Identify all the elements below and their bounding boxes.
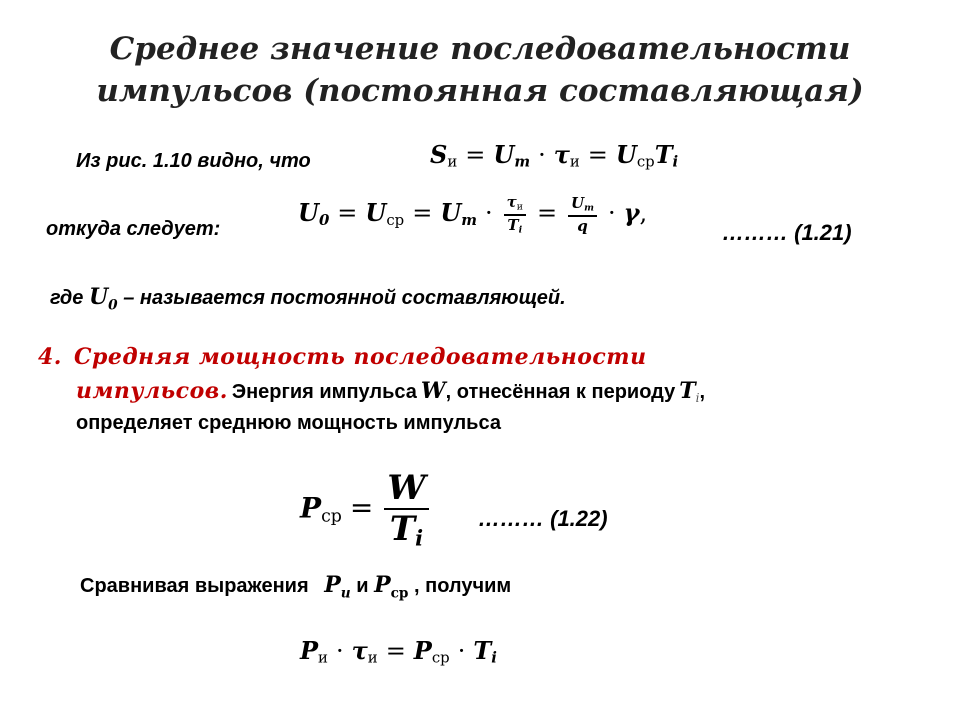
where-line: где $U_0$ – называется постоянной составляющей. [50, 284, 566, 314]
equation-1: $S_и = U_m \cdot \tau_и = U_{ср}T_i$ [430, 140, 679, 171]
compare-line: Сравнивая выражения $P_и$ и $P_{ср}$ , получим [80, 572, 512, 602]
whence-text: откуда следует: [46, 218, 221, 240]
section-4-line-3: определяет среднюю мощность импульса [76, 412, 501, 434]
equation-number-1-21: ……… (1.21) [722, 220, 852, 245]
equation-number-1-22: ……… (1.22) [478, 506, 608, 531]
section-4-heading: 4. Средняя мощность последовательности [38, 344, 647, 370]
equation-2: $U_0 = U_{ср} = U_m$ · $\frac{\tau_и}{T_i}$ = $\frac{U_m}{q}$ · γ, [298, 193, 648, 235]
equation-3: $P_{ср}$ = $\frac{W}{T_i}$ [300, 470, 432, 550]
equation-4: $P_и \cdot \tau_и = P_{ср} \cdot T_i$ [300, 636, 497, 667]
fraction-tau-over-T: $\frac{\tau_и}{T_i}$ [504, 194, 526, 235]
intro-text: Из рис. 1.10 видно, что [76, 150, 311, 172]
title-line-1: Среднее значение последовательности [109, 31, 851, 67]
slide-title [60, 28, 900, 112]
fraction-W-over-T: $\frac{W}{T_i}$ [384, 470, 428, 550]
title-line-2: импульсов (постоянная составляющая) [96, 73, 864, 109]
fraction-Um-over-q: $\frac{U_m}{q}$ [568, 195, 597, 234]
section-4-line-2: импульсов. Энергия импульса W, отнесённая к периоду $T_i$, [76, 378, 706, 406]
